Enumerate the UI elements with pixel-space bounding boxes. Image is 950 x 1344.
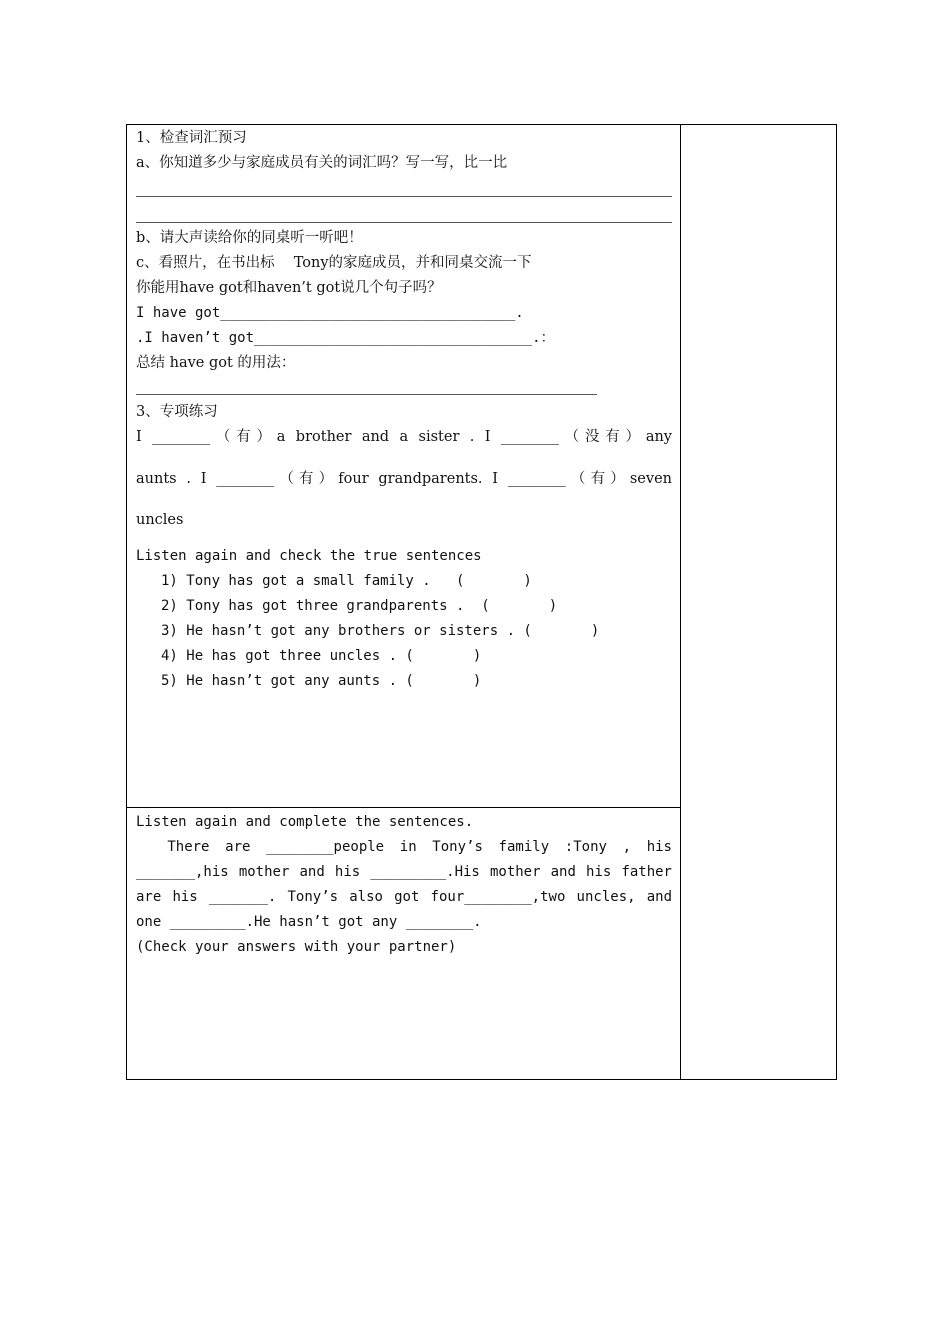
answer-line [136, 196, 672, 197]
section1-heading: 1、检查词汇预习 [136, 130, 247, 146]
answer-line [136, 222, 672, 223]
sentence-have-got: I have got___________________________________. [136, 305, 524, 321]
listen-check-title: Listen again and check the true sentences [136, 548, 482, 564]
complete-line: There are ________people in Tony’s family :Tony , his [136, 839, 672, 855]
statement: 5) He hasn’t got any aunts . ( ) [161, 673, 482, 689]
statement: 2) Tony has got three grandparents . ( ) [161, 598, 558, 614]
answer-line [136, 394, 597, 395]
statement: 3) He hasn’t got any brothers or sisters . ( ) [161, 623, 600, 639]
column-divider [680, 125, 681, 1079]
row-divider [127, 807, 680, 808]
complete-line: are his _______. Tony’s also got four________,two uncles, and [136, 889, 672, 905]
section1-item-a: a、你知道多少与家庭成员有关的词汇吗？写一写，比一比 [136, 155, 508, 171]
fill-line: uncles [136, 512, 184, 528]
section1-item-c: c、看照片，在书出标 Tony的家庭成员，并和同桌交流一下 [136, 255, 532, 271]
complete-line: _______,his mother and his _________.His mother and his father [136, 864, 672, 880]
statement: 4) He has got three uncles . ( ) [161, 648, 482, 664]
section1-question: 你能用have got和haven’t got说几个句子吗？ [136, 280, 442, 296]
top-cell [136, 129, 672, 799]
bottom-cell [136, 813, 672, 1073]
sentence-havent-got: .I haven’t got_________________________________.： [136, 330, 555, 346]
complete-line: one _________.He hasn’t got any ________. [136, 914, 482, 930]
complete-title: Listen again and complete the sentences. [136, 814, 474, 830]
worksheet-table [126, 124, 837, 1080]
statement: 1) Tony has got a small family . ( ) [161, 573, 532, 589]
section3-heading: 3、专项练习 [136, 404, 218, 420]
fill-line: aunts . I ________（有）four grandparents. I ________（有）seven [136, 471, 672, 487]
fill-line: I ________（有）a brother and a sister . I ________（没有）any [136, 429, 672, 445]
section1-summary: 总结 have got 的用法： [136, 355, 296, 371]
section1-item-b: b、请大声读给你的同桌听一听吧！ [136, 230, 363, 246]
check-note: (Check your answers with your partner) [136, 939, 457, 955]
